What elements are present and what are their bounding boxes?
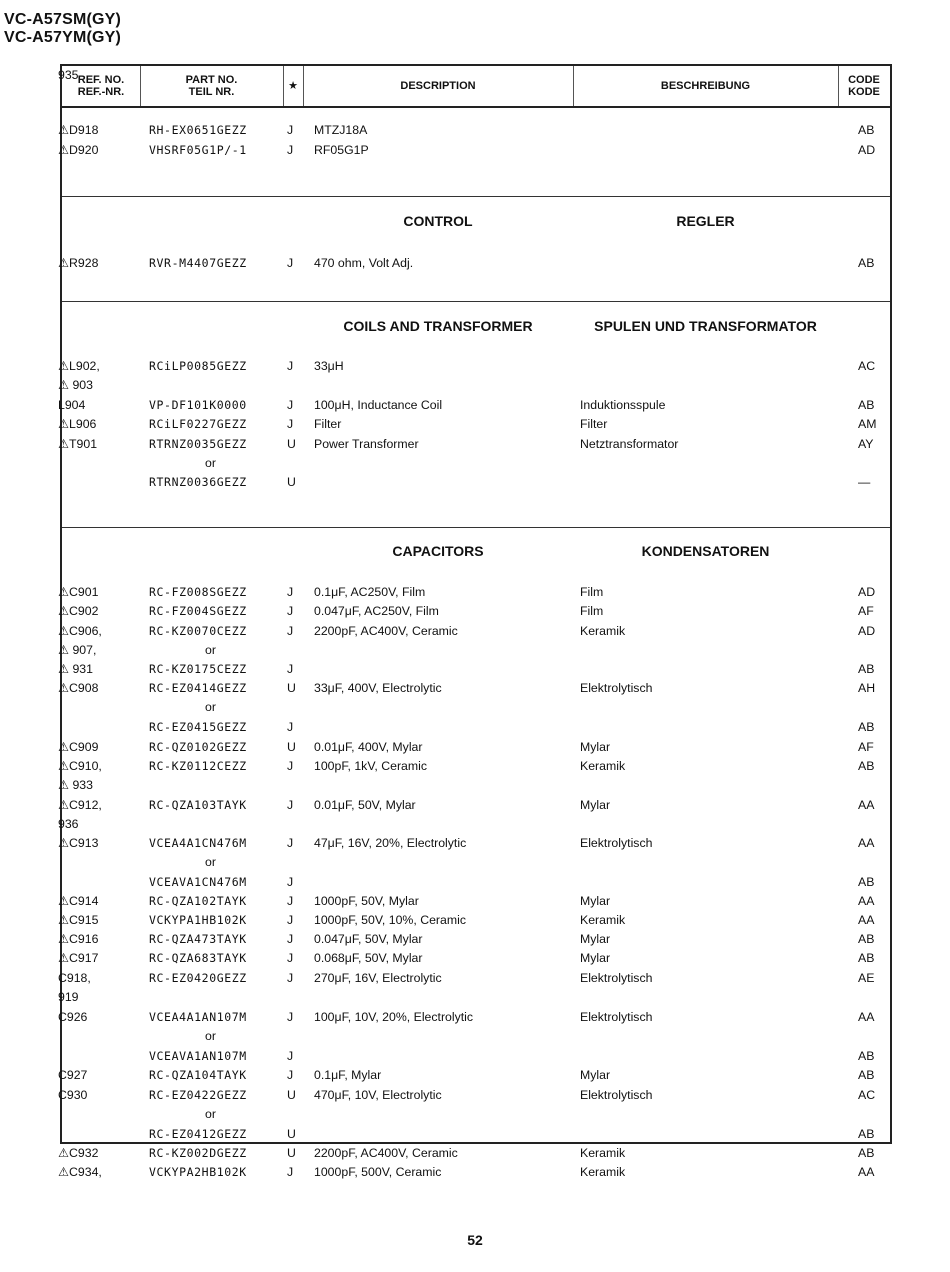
table-row: [58, 602, 890, 621]
cell-ref: ⚠D920: [58, 143, 99, 157]
cell-code: AC: [858, 1088, 876, 1102]
table-row: [62, 1027, 890, 1046]
cell-ref: ⚠L902,: [58, 359, 100, 373]
cell-besch: Film: [580, 585, 604, 599]
cell-desc: 1000pF, 500V, Ceramic: [314, 1165, 442, 1179]
cell-mark: J: [287, 1068, 294, 1082]
cell-code: AB: [858, 1146, 875, 1160]
cell-code: AY: [858, 437, 874, 451]
table-row: [62, 718, 890, 737]
cell-ref: 935: [58, 68, 79, 82]
cell-mark: U: [287, 437, 296, 451]
cell-desc: 270μF, 16V, Electrolytic: [314, 971, 442, 985]
cell-besch: Mylar: [580, 740, 611, 754]
cell-besch: Elektrolytisch: [580, 681, 653, 695]
cell-desc: 100μF, 10V, 20%, Electrolytic: [314, 1010, 474, 1024]
cell-ref: ⚠C934,: [58, 1165, 102, 1179]
section-divider: [62, 527, 890, 528]
header-part-en: PART NO.: [185, 74, 238, 86]
cell-desc: 0.047μF, 50V, Mylar: [314, 932, 423, 946]
cell-ref: ⚠R928: [58, 256, 99, 270]
cell-ref: ⚠ 933: [58, 778, 93, 792]
cell-ref: ⚠C912,: [58, 798, 102, 812]
cell-desc: 47μF, 16V, 20%, Electrolytic: [314, 836, 467, 850]
cell-code: AB: [858, 256, 875, 270]
cell-besch: Mylar: [580, 932, 611, 946]
cell-part: RH-EX0651GEZZ: [149, 123, 247, 137]
cell-code: AB: [858, 398, 875, 412]
cell-part: VCKYPA2HB102K: [149, 1165, 247, 1179]
cell-part: RC-KZ0175CEZZ: [149, 662, 247, 676]
header-code-de: KODE: [848, 86, 880, 98]
cell-desc: 0.01μF, 50V, Mylar: [314, 798, 416, 812]
cell-ref: ⚠C909: [58, 740, 99, 754]
cell-ref: 919: [58, 990, 79, 1004]
cell-mark: J: [287, 359, 294, 373]
cell-mark: J: [287, 971, 294, 985]
cell-code: AB: [858, 1127, 875, 1141]
cell-or-alternative: or: [205, 855, 216, 869]
cell-desc: RF05G1P: [314, 143, 369, 157]
table-row: [62, 473, 890, 492]
cell-desc: Filter: [314, 417, 342, 431]
header-ref-en: REF. NO.: [77, 74, 125, 86]
cell-ref: ⚠C932: [58, 1146, 99, 1160]
cell-part: RC-KZ002DGEZZ: [149, 1146, 247, 1160]
cell-part: VCKYPA1HB102K: [149, 913, 247, 927]
table-row: [58, 949, 890, 968]
cell-code: AH: [858, 681, 876, 695]
cell-mark: J: [287, 1049, 294, 1063]
cell-ref: ⚠D918: [58, 123, 99, 137]
cell-part: RC-QZA683TAYK: [149, 951, 247, 965]
table-row: [62, 853, 890, 872]
cell-ref: ⚠L906: [58, 417, 97, 431]
cell-code: AB: [858, 1068, 875, 1082]
cell-ref: ⚠C901: [58, 585, 99, 599]
table-row: [58, 1066, 890, 1085]
cell-ref: C930: [58, 1088, 88, 1102]
header-description: DESCRIPTION: [400, 80, 476, 92]
cell-besch: Keramik: [580, 759, 626, 773]
cell-code: AB: [858, 662, 875, 676]
table-row: [58, 988, 890, 1007]
cell-desc: 100pF, 1kV, Ceramic: [314, 759, 428, 773]
cell-mark: J: [287, 894, 294, 908]
cell-code: AB: [858, 875, 875, 889]
cell-mark: J: [287, 256, 294, 270]
cell-mark: U: [287, 681, 296, 695]
cell-besch: Keramik: [580, 913, 626, 927]
cell-ref: ⚠C902: [58, 604, 99, 618]
cell-besch: Elektrolytisch: [580, 1088, 653, 1102]
table-row: [58, 357, 890, 376]
cell-part: RCiLP0085GEZZ: [149, 359, 247, 373]
cell-part: RC-EZ0415GEZZ: [149, 720, 247, 734]
cell-besch: Keramik: [580, 1146, 626, 1160]
cell-part: VCEA4A1AN107M: [149, 1010, 247, 1024]
section-divider: [62, 196, 890, 197]
cell-desc: 0.068μF, 50V, Mylar: [314, 951, 423, 965]
cell-code: AA: [858, 1010, 875, 1024]
cell-mark: J: [287, 932, 294, 946]
cell-part: RC-KZ0070CEZZ: [149, 624, 247, 638]
model-number-line-1: VC-A57SM(GY): [4, 11, 122, 28]
table-row: [58, 435, 890, 454]
section-title-en: COILS AND TRANSFORMER: [343, 318, 533, 334]
cell-part: VHSRF05G1P/-1: [149, 143, 247, 157]
cell-desc: 2200pF, AC400V, Ceramic: [314, 624, 458, 638]
cell-ref: ⚠C910,: [58, 759, 102, 773]
cell-mark: J: [287, 836, 294, 850]
cell-desc: 0.1μF, AC250V, Film: [314, 585, 426, 599]
section-title-de: SPULEN UND TRANSFORMATOR: [594, 318, 817, 334]
table-row: [58, 1008, 890, 1027]
table-row: [62, 1047, 890, 1066]
cell-mark: J: [287, 1165, 294, 1179]
cell-part: RC-FZ008SGEZZ: [149, 585, 247, 599]
cell-besch: Mylar: [580, 951, 611, 965]
cell-code: AA: [858, 836, 875, 850]
cell-code: AF: [858, 604, 874, 618]
table-row: [58, 396, 890, 415]
cell-besch: Elektrolytisch: [580, 1010, 653, 1024]
cell-part: RC-EZ0412GEZZ: [149, 1127, 247, 1141]
table-row: [58, 660, 890, 679]
cell-code: AB: [858, 123, 875, 137]
cell-or-alternative: or: [205, 643, 216, 657]
cell-part: RC-QZ0102GEZZ: [149, 740, 247, 754]
cell-ref: C927: [58, 1068, 88, 1082]
table-row: [58, 911, 890, 930]
cell-mark: U: [287, 475, 296, 489]
cell-desc: 0.047μF, AC250V, Film: [314, 604, 439, 618]
cell-besch: Induktionsspule: [580, 398, 666, 412]
cell-ref: ⚠C906,: [58, 624, 102, 638]
cell-code: AA: [858, 913, 875, 927]
cell-or-alternative: or: [205, 1107, 216, 1121]
table-row: [58, 1163, 890, 1182]
table-row: [58, 930, 890, 949]
cell-mark: J: [287, 951, 294, 965]
cell-besch: Filter: [580, 417, 608, 431]
cell-besch: Elektrolytisch: [580, 836, 653, 850]
cell-code: AA: [858, 798, 875, 812]
header-code-en: CODE: [848, 74, 880, 86]
cell-besch: Mylar: [580, 894, 611, 908]
cell-code: AM: [858, 417, 877, 431]
cell-part: RC-QZA103TAYK: [149, 798, 247, 812]
cell-mark: J: [287, 123, 294, 137]
cell-desc: 100μH, Inductance Coil: [314, 398, 443, 412]
table-row: [58, 834, 890, 853]
table-row: [58, 969, 890, 988]
page-number: 52: [467, 1232, 483, 1248]
cell-mark: J: [287, 798, 294, 812]
cell-mark: U: [287, 740, 296, 754]
table-row: [58, 583, 890, 602]
cell-desc: 1000pF, 50V, 10%, Ceramic: [314, 913, 466, 927]
cell-mark: U: [287, 1088, 296, 1102]
cell-part: RCiLF0227GEZZ: [149, 417, 247, 431]
parts-table: [58, 64, 892, 1179]
cell-mark: J: [287, 585, 294, 599]
section-title-en: CONTROL: [403, 213, 473, 229]
table-row: [58, 66, 890, 85]
cell-ref: ⚠C916: [58, 932, 99, 946]
cell-desc: 33μH: [314, 359, 344, 373]
cell-desc: 0.01μF, 400V, Mylar: [314, 740, 423, 754]
cell-ref: ⚠T901: [58, 437, 98, 451]
cell-or-alternative: or: [205, 456, 216, 470]
cell-code: AE: [858, 971, 875, 985]
cell-code: AA: [858, 1165, 875, 1179]
cell-code: AF: [858, 740, 874, 754]
cell-ref: ⚠C913: [58, 836, 99, 850]
cell-code: AC: [858, 359, 876, 373]
cell-code: AD: [858, 585, 876, 599]
table-row: [58, 796, 890, 815]
table-row: [58, 641, 890, 660]
cell-ref: 936: [58, 817, 79, 831]
cell-mark: J: [287, 913, 294, 927]
cell-mark: J: [287, 1010, 294, 1024]
cell-part: RC-QZA473TAYK: [149, 932, 247, 946]
cell-besch: Keramik: [580, 1165, 626, 1179]
table-row: [58, 254, 890, 273]
cell-part: RC-QZA104TAYK: [149, 1068, 247, 1082]
cell-code: AD: [858, 624, 876, 638]
table-row: [58, 376, 890, 395]
table-row: [58, 141, 890, 160]
cell-code: AB: [858, 720, 875, 734]
cell-part: RC-FZ004SGEZZ: [149, 604, 247, 618]
cell-code: AD: [858, 143, 876, 157]
cell-mark: J: [287, 759, 294, 773]
model-number-line-2: VC-A57YM(GY): [4, 29, 122, 46]
cell-ref: L904: [58, 398, 86, 412]
cell-ref: ⚠ 907,: [58, 643, 97, 657]
table-row: [58, 1086, 890, 1105]
cell-desc: 2200pF, AC400V, Ceramic: [314, 1146, 458, 1160]
cell-ref: C918,: [58, 971, 91, 985]
header-mark: ★: [288, 80, 298, 92]
table-row: [62, 1125, 890, 1144]
cell-part: VCEAVA1AN107M: [149, 1049, 247, 1063]
cell-ref: ⚠C914: [58, 894, 99, 908]
table-row: [62, 454, 890, 473]
cell-ref: ⚠ 931: [58, 662, 93, 676]
cell-mark: J: [287, 875, 294, 889]
cell-code: AB: [858, 759, 875, 773]
cell-desc: 470μF, 10V, Electrolytic: [314, 1088, 442, 1102]
cell-mark: J: [287, 720, 294, 734]
cell-part: VP-DF101K0000: [149, 398, 247, 412]
header-part-de: TEIL NR.: [188, 86, 235, 98]
cell-mark: J: [287, 417, 294, 431]
cell-desc: MTZJ18A: [314, 123, 368, 137]
cell-part: RTRNZ0035GEZZ: [149, 437, 247, 451]
cell-mark: J: [287, 143, 294, 157]
cell-mark: J: [287, 604, 294, 618]
cell-mark: U: [287, 1127, 296, 1141]
cell-part: RVR-M4407GEZZ: [149, 256, 247, 270]
cell-part: RC-EZ0414GEZZ: [149, 681, 247, 695]
cell-besch: Mylar: [580, 1068, 611, 1082]
section-title-de: KONDENSATOREN: [641, 543, 770, 559]
cell-code: AB: [858, 932, 875, 946]
header-beschreibung: BESCHREIBUNG: [660, 80, 751, 92]
cell-part: RC-KZ0112CEZZ: [149, 759, 247, 773]
cell-or-alternative: or: [205, 1029, 216, 1043]
cell-code: AB: [858, 951, 875, 965]
cell-ref: C926: [58, 1010, 88, 1024]
cell-mark: J: [287, 662, 294, 676]
table-row: [58, 622, 890, 641]
cell-part: RC-QZA102TAYK: [149, 894, 247, 908]
table-row: [58, 738, 890, 757]
cell-mark: U: [287, 1146, 296, 1160]
cell-besch: Film: [580, 604, 604, 618]
section-divider: [62, 301, 890, 302]
cell-besch: Keramik: [580, 624, 626, 638]
cell-besch: Netztransformator: [580, 437, 679, 451]
cell-ref: ⚠ 903: [58, 378, 93, 392]
cell-part: RC-EZ0422GEZZ: [149, 1088, 247, 1102]
cell-desc: 1000pF, 50V, Mylar: [314, 894, 419, 908]
section-title-de: REGLER: [676, 213, 735, 229]
cell-ref: ⚠C917: [58, 951, 99, 965]
table-row: [58, 776, 890, 795]
cell-part: VCEA4A1CN476M: [149, 836, 247, 850]
table-row: [58, 415, 890, 434]
table-row: [58, 679, 890, 698]
cell-besch: Mylar: [580, 798, 611, 812]
cell-part: VCEAVA1CN476M: [149, 875, 247, 889]
cell-ref: ⚠C908: [58, 681, 99, 695]
section-title-en: CAPACITORS: [392, 543, 484, 559]
cell-mark: J: [287, 624, 294, 638]
cell-code: —: [858, 475, 871, 489]
table-row: [62, 873, 890, 892]
cell-ref: ⚠C915: [58, 913, 99, 927]
table-row: [58, 757, 890, 776]
cell-code: AB: [858, 1049, 875, 1063]
cell-desc: 33μF, 400V, Electrolytic: [314, 681, 442, 695]
table-row: [58, 815, 890, 834]
cell-code: AA: [858, 894, 875, 908]
cell-besch: Elektrolytisch: [580, 971, 653, 985]
cell-or-alternative: or: [205, 700, 216, 714]
cell-desc: 470 ohm, Volt Adj.: [314, 256, 414, 270]
cell-part: RTRNZ0036GEZZ: [149, 475, 247, 489]
cell-mark: J: [287, 398, 294, 412]
table-row: [58, 121, 890, 140]
cell-desc: Power Transformer: [314, 437, 419, 451]
header-ref-de: REF.-NR.: [77, 86, 125, 98]
table-row: [62, 1105, 890, 1124]
table-row: [58, 892, 890, 911]
cell-desc: 0.1μF, Mylar: [314, 1068, 382, 1082]
cell-part: RC-EZ0420GEZZ: [149, 971, 247, 985]
table-row: [62, 698, 890, 717]
table-row: [58, 1144, 890, 1163]
